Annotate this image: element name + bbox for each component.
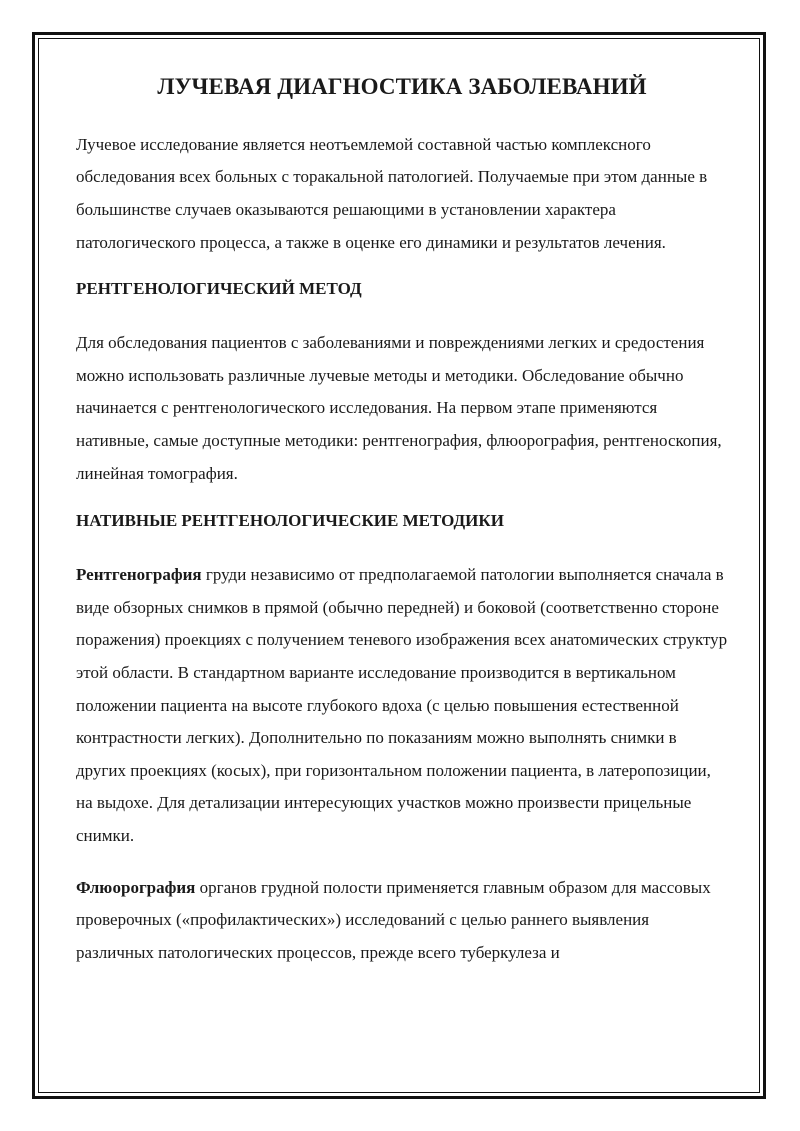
- fluorography-text: органов грудной полости применяется главным образом для массовых проверочных («профилактических») исследований с целью раннего выявления различных патологических процессов, прежде всего туберкулеза и: [76, 877, 711, 962]
- radiography-term: Рентгенография: [76, 565, 202, 585]
- document-title: ЛУЧЕВАЯ ДИАГНОСТИКА ЗАБОЛЕВАНИЙ: [157, 74, 647, 99]
- xray-method-paragraph: Для обследования пациентов с заболеваниями и повреждениями легких и средостения можно использовать различные лучевые методы и методики. Обследование обычно начинается с рентгенологического исследования. На первом этапе применяются нативные, самые доступные методики: рентгенография, флюорография, рентгеноскопия, линейная томография.: [76, 333, 722, 483]
- intro-paragraph: Лучевое исследование является неотъемлемой составной частью комплексного обследования всех больных с торакальной патологией. Получаемые при этом данные в большинстве случаев оказываются решающими в установлении характера патологического процесса, а также в оценке его динамики и результатов лечения.: [76, 134, 708, 252]
- fluorography-term: Флюорография: [76, 877, 196, 897]
- section-heading-xray-method: РЕНТГЕНОЛОГИЧЕСКИЙ МЕТОД: [76, 279, 362, 299]
- radiography-text: груди независимо от предполагаемой патологии выполняется сначала в виде обзорных снимков в прямой (обычно передней) и боковой (соответственно стороне поражения) проекциях с получением теневого изображения всех анатомических структур этой области. В стандартном варианте исследование производится в вертикальном положении пациента на высоте глубокого вдоха (с целью повышения естественной контрастности легких). Дополнительно по показаниям можно выполнять снимки в других проекциях (косых), при горизонтальном положении пациента, в латеропозиции, на выдохе. Для детализации интересующих участков можно произвести прицельные снимки.: [76, 565, 728, 845]
- radiography-paragraph: [76, 559, 728, 852]
- fluorography-paragraph: [76, 872, 728, 970]
- section-heading-native-methods: НАТИВНЫЕ РЕНТГЕНОЛОГИЧЕСКИЕ МЕТОДИКИ: [76, 511, 504, 531]
- document-body: [76, 72, 728, 969]
